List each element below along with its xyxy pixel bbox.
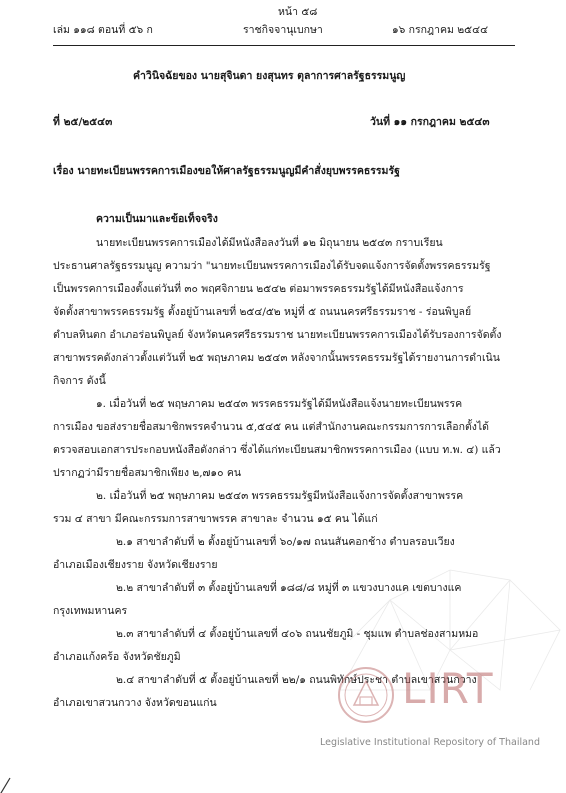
body-line: ๑. เมื่อวันที่ ๒๕ พฤษภาคม ๒๕๔๓ พรรคธรรมรัฐได้มีหนังสือแจ้งนายทะเบียนพรรค xyxy=(96,398,463,410)
body-line: นายทะเบียนพรรคการเมืองได้มีหนังสือลงวันที่ ๑๒ มิถุนายน ๒๕๔๓ กราบเรียน xyxy=(96,237,443,249)
body-line: กรุงเทพมหานคร xyxy=(53,605,128,617)
lirt-logo-text: LIRT xyxy=(402,664,494,713)
body-line: ๒.๑ สาขาลำดับที่ ๒ ตั้งอยู่บ้านเลขที่ ๖๐/๑๗ ถนนสันคอกช้าง ตำบลรอบเวียง xyxy=(116,536,455,548)
body-line: ปรากฏว่ามีรายชื่อสมาชิกเพียง ๒,๗๑๐ คน xyxy=(53,467,242,479)
gazette-volume: เล่ม ๑๑๘ ตอนที่ ๕๖ ก xyxy=(53,24,153,36)
body-line: อำเภอเขาสวนกวาง จังหวัดขอนแก่น xyxy=(53,697,217,709)
header-rule xyxy=(53,45,515,46)
body-line: ตำบลหินตก อำเภอร่อนพิบูลย์ จังหวัดนครศรีธรรมราช นายทะเบียนพรรคการเมืองได้รับรองการจัดตั้ง xyxy=(53,329,502,341)
scan-mark xyxy=(0,770,16,793)
gazette-name: ราชกิจจานุเบกษา xyxy=(243,24,323,36)
ruling-subject: เรื่อง นายทะเบียนพรรคการเมืองขอให้ศาลรัฐธรรมนูญมีคำสั่งยุบพรรคธรรมรัฐ xyxy=(53,165,400,177)
section-heading: ความเป็นมาและข้อเท็จจริง xyxy=(96,213,218,225)
body-line: จัดตั้งสาขาพรรคธรรมรัฐ ตั้งอยู่บ้านเลขที่ ๒๕๔/๕๒ หมู่ที่ ๕ ถนนนครศรีธรรมราช - ร่อนพิบูลย์ xyxy=(53,306,472,318)
page-number: หน้า ๕๘ xyxy=(278,6,318,18)
body-line: ประธานศาลรัฐธรรมนูญ ความว่า "นายทะเบียนพรรคการเมืองได้รับจดแจ้งการจัดตั้งพรรคธรรมรัฐ xyxy=(53,260,491,272)
lirt-subtitle: Legislative Institutional Repository of Thailand xyxy=(320,737,540,748)
ruling-title: คำวินิจฉัยของ นายสุจินดา ยงสุนทร ตุลาการศาลรัฐธรรมนูญ xyxy=(133,70,406,82)
body-line: การเมือง ขอส่งรายชื่อสมาชิกพรรคจำนวน ๕,๕๔๕ คน แต่สำนักงานคณะกรรมการการเลือกตั้งได้ xyxy=(53,421,489,433)
parliament-seal-icon xyxy=(336,665,396,725)
body-line: อำเภอเมืองเชียงราย จังหวัดเชียงราย xyxy=(53,559,218,571)
body-line: ๒.๒ สาขาลำดับที่ ๓ ตั้งอยู่บ้านเลขที่ ๑๘๘/๘ หมู่ที่ ๓ แขวงบางแค เขตบางแค xyxy=(116,582,462,594)
gazette-date: ๑๖ กรกฎาคม ๒๕๔๔ xyxy=(392,24,489,36)
ruling-number: ที่ ๒๕/๒๕๔๓ xyxy=(53,116,113,128)
body-line: รวม ๔ สาขา มีคณะกรรมการสาขาพรรค สาขาละ จำนวน ๑๕ คน ได้แก่ xyxy=(53,513,378,525)
body-line: ๒.๓ สาขาลำดับที่ ๔ ตั้งอยู่บ้านเลขที่ ๔๐๖ ถนนชัยภูมิ - ชุมแพ ตำบลช่องสามหมอ xyxy=(116,628,479,640)
body-line: ๒.๔ สาขาลำดับที่ ๕ ตั้งอยู่บ้านเลขที่ ๒๒/๑ ถนนพิทักษ์ประชา ตำบลเขาสวนกวาง xyxy=(116,674,477,686)
ruling-date: วันที่ ๑๑ กรกฎาคม ๒๕๔๓ xyxy=(370,116,490,128)
body-line: เป็นพรรคการเมืองตั้งแต่วันที่ ๓๐ พฤศจิกายน ๒๕๔๒ ต่อมาพรรคธรรมรัฐได้มีหนังสือแจ้งการ xyxy=(53,283,464,295)
body-line: สาขาพรรคดังกล่าวตั้งแต่วันที่ ๒๕ พฤษภาคม ๒๕๔๓ หลังจากนั้นพรรคธรรมรัฐได้รายงานการดำเนิน xyxy=(53,352,500,364)
body-line: อำเภอแก้งคร้อ จังหวัดชัยภูมิ xyxy=(53,651,181,663)
body-line: กิจการ ดังนี้ xyxy=(53,375,106,387)
body-line: ตรวจสอบเอกสารประกอบหนังสือดังกล่าว ซึ่งได้แก่ทะเบียนสมาชิกพรรคการเมือง (แบบ ท.พ. ๔) แล้ว xyxy=(53,444,501,456)
body-line: ๒. เมื่อวันที่ ๒๕ พฤษภาคม ๒๕๔๓ พรรคธรรมรัฐมีหนังสือแจ้งการจัดตั้งสาขาพรรค xyxy=(96,490,464,502)
